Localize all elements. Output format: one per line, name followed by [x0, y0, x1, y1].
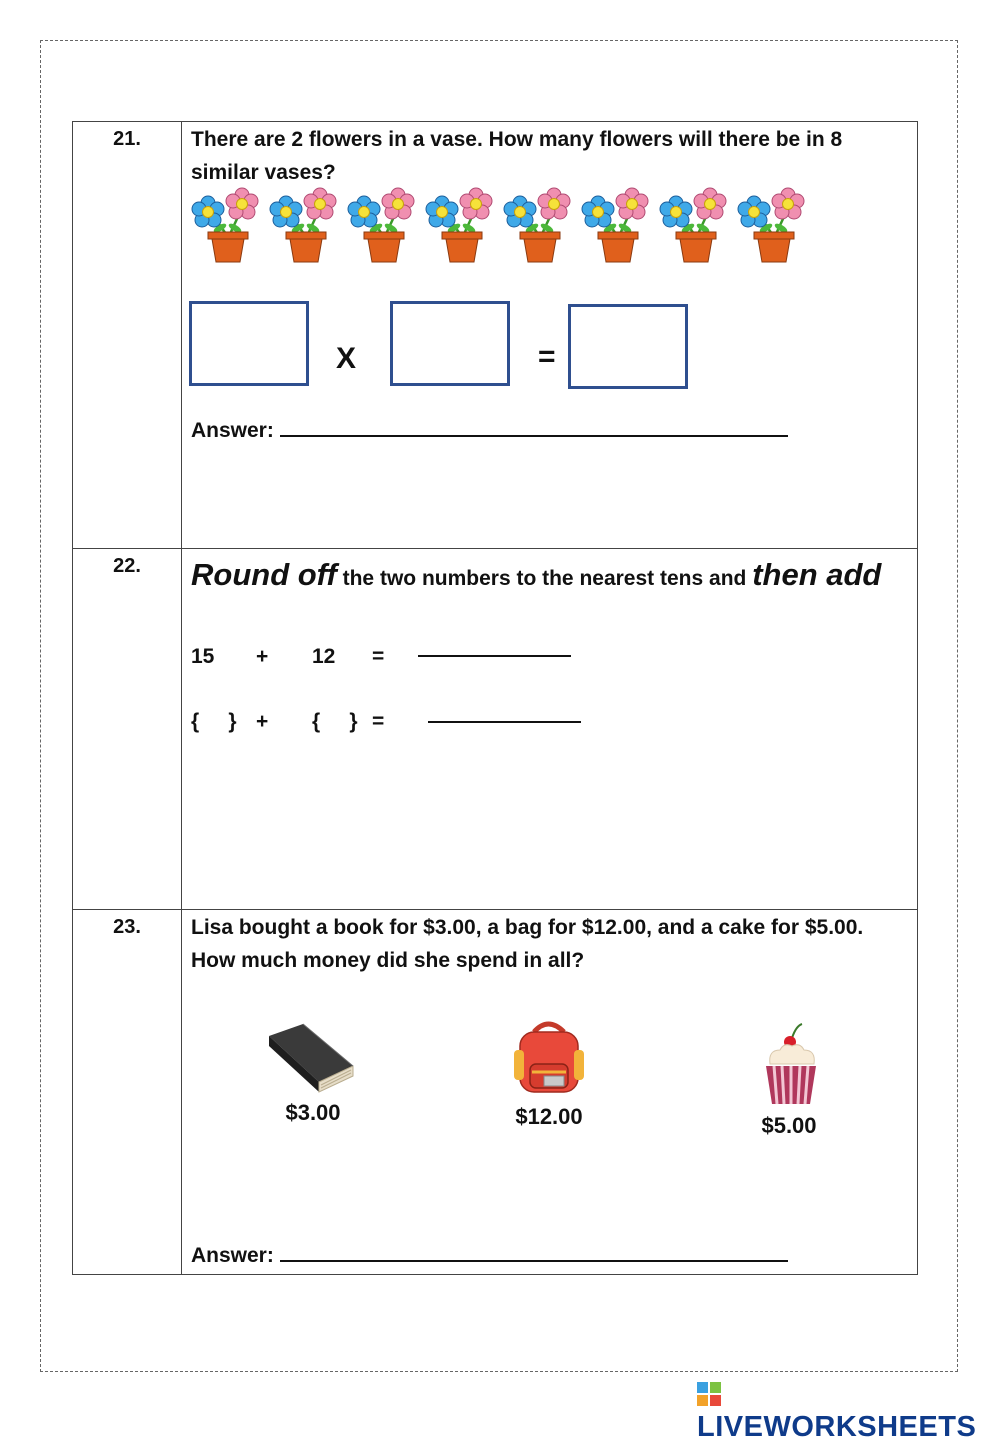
liveworksheets-badge-icon [697, 1382, 721, 1406]
equals-sign: = [372, 710, 385, 733]
flowerpot-icon [738, 188, 804, 262]
question-number: 23. [113, 916, 141, 938]
question-body-22 [182, 549, 918, 910]
addend-a: 15 [191, 645, 215, 668]
flowerpot-icon [426, 188, 492, 262]
answer-line [191, 1244, 788, 1268]
answer-blank-rounded[interactable] [428, 721, 581, 723]
answer-box-1[interactable] [189, 301, 309, 386]
flowerpot-icon [192, 188, 258, 262]
answer-box-2[interactable] [390, 301, 510, 386]
plus-sign: + [256, 710, 269, 733]
price-book: $3.00 [285, 1100, 341, 1125]
questions-table [72, 121, 918, 1275]
flowerpot-icon [582, 188, 648, 262]
answer-label: Answer: [191, 1244, 274, 1267]
instruction-middle: the two numbers to the nearest tens and [336, 567, 753, 590]
answer-blank[interactable] [280, 419, 788, 437]
liveworksheets-logo [697, 1378, 1000, 1444]
equals-sign: = [538, 340, 556, 373]
cupcake-icon [758, 1020, 824, 1110]
price-cake: $5.00 [761, 1113, 817, 1138]
question-number-cell [73, 122, 182, 549]
flowerpot-icon [270, 188, 336, 262]
question-number-cell [73, 910, 182, 1275]
question-body-23 [182, 910, 918, 1275]
question-text [191, 553, 911, 603]
plus-sign: + [256, 645, 269, 668]
answer-box-3[interactable] [568, 304, 688, 389]
logo-text: LIVEWORKSHEETS [697, 1411, 977, 1443]
answer-label: Answer: [191, 419, 274, 442]
instruction-then-add: then add [752, 557, 882, 592]
times-sign: X [336, 342, 357, 375]
flowerpot-icon [660, 188, 726, 262]
question-text: Lisa bought a book for $3.00, a bag for $12.00, and a cake for $5.00. How much money did she spend in all? [191, 916, 864, 972]
answer-line [191, 419, 788, 443]
flowerpot-icon [504, 188, 570, 262]
price-bag: $12.00 [515, 1104, 583, 1129]
answer-blank[interactable] [280, 1244, 788, 1262]
rounded-a-brackets[interactable]: { } [191, 710, 237, 733]
rounded-b-brackets[interactable]: { } [312, 710, 358, 733]
answer-blank-sum[interactable] [418, 655, 571, 657]
flowerpot-icon [348, 188, 414, 262]
question-row-22 [73, 549, 918, 910]
equals-sign: = [372, 645, 385, 668]
question-body-21 [182, 122, 918, 549]
question-text: There are 2 flowers in a vase. How many flowers will there be in 8 similar vases? [191, 128, 843, 184]
question-number: 21. [113, 128, 141, 150]
flowerpots-row [190, 186, 820, 268]
book-icon [265, 1020, 357, 1096]
question-number-cell [73, 549, 182, 910]
instruction-round-off: Round off [191, 557, 337, 592]
question-number: 22. [113, 555, 141, 577]
question-row-21 [73, 122, 918, 549]
addend-b: 12 [312, 645, 336, 668]
question-row-23 [73, 910, 918, 1275]
backpack-icon [508, 1020, 590, 1100]
